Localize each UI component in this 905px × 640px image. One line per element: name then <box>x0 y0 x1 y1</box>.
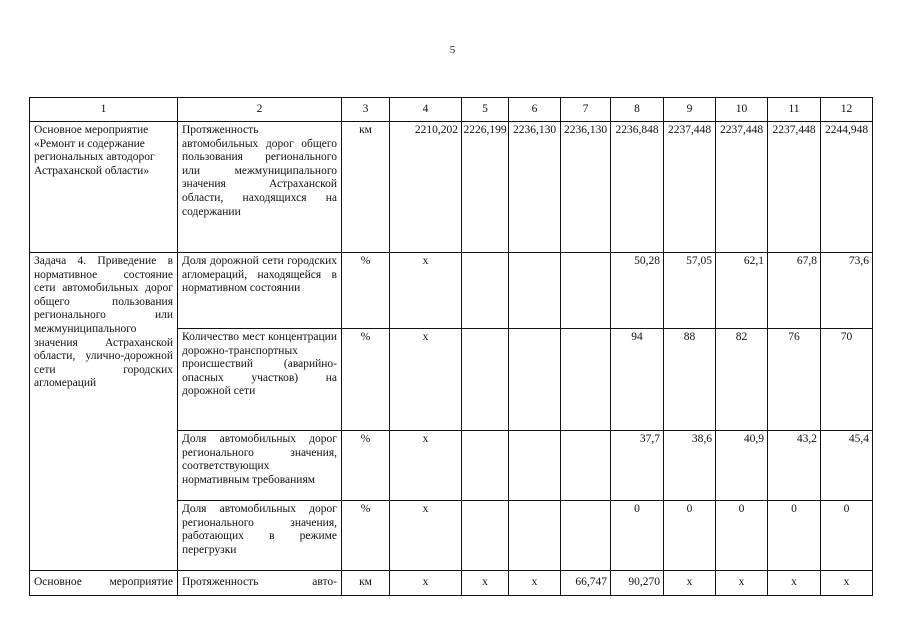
value-cell: 2244,948 <box>821 122 873 253</box>
column-number: 10 <box>716 98 768 122</box>
column-number: 11 <box>768 98 821 122</box>
column-number: 4 <box>390 98 462 122</box>
table-row <box>30 571 873 596</box>
unit-cell: % <box>342 329 390 431</box>
value-cell: х <box>390 253 462 329</box>
event-cell: Основное мероприятие «Ремонт и содержание региональных автодорог Астраханской области» <box>30 122 178 253</box>
unit-cell: % <box>342 501 390 571</box>
unit-cell: км <box>342 122 390 253</box>
value-cell: х <box>390 329 462 431</box>
value-cell <box>462 329 509 431</box>
value-cell: 2210,202 <box>390 122 462 253</box>
unit-cell: % <box>342 253 390 329</box>
column-number: 12 <box>821 98 873 122</box>
value-cell: 2236,848 <box>611 122 664 253</box>
value-cell: 94 <box>611 329 664 431</box>
value-cell: 0 <box>611 501 664 571</box>
column-number: 7 <box>561 98 611 122</box>
value-cell: х <box>664 571 716 596</box>
value-cell <box>509 431 561 501</box>
value-cell: 2236,130 <box>561 122 611 253</box>
value-cell <box>561 431 611 501</box>
column-number: 3 <box>342 98 390 122</box>
value-cell <box>509 329 561 431</box>
value-cell: 57,05 <box>664 253 716 329</box>
indicator-cell: Протяженность автомобильных дорог общего пользования регионального или межмуниципального значения Астраханской области, находящихся на содержании <box>178 122 342 253</box>
column-number: 8 <box>611 98 664 122</box>
table-row <box>30 253 873 329</box>
value-cell <box>462 253 509 329</box>
value-cell: 62,1 <box>716 253 768 329</box>
value-cell: 76 <box>768 329 821 431</box>
column-number: 2 <box>178 98 342 122</box>
value-cell: х <box>768 571 821 596</box>
indicators-table <box>29 97 873 596</box>
value-cell: 0 <box>821 501 873 571</box>
value-cell: 2226,199 <box>462 122 509 253</box>
indicator-cell: Доля автомобильных дорог регионального значения, работающих в режиме перегрузки <box>178 501 342 571</box>
column-number: 5 <box>462 98 509 122</box>
indicator-cell: Доля автомобильных дорог регионального значения, соответствующих нормативным требованиям <box>178 431 342 501</box>
value-cell: 2236,130 <box>509 122 561 253</box>
column-number: 6 <box>509 98 561 122</box>
value-cell: 37,7 <box>611 431 664 501</box>
value-cell: 70 <box>821 329 873 431</box>
page-number: 5 <box>449 44 456 56</box>
value-cell: 90,270 <box>611 571 664 596</box>
value-cell: 88 <box>664 329 716 431</box>
value-cell: х <box>462 571 509 596</box>
value-cell: х <box>509 571 561 596</box>
value-cell: х <box>390 431 462 501</box>
value-cell: 73,6 <box>821 253 873 329</box>
event-cell: Основное мероприятие <box>30 571 178 596</box>
value-cell: 66,747 <box>561 571 611 596</box>
value-cell: 50,28 <box>611 253 664 329</box>
column-number: 1 <box>30 98 178 122</box>
table-row <box>30 122 873 253</box>
value-cell <box>561 329 611 431</box>
unit-cell: км <box>342 571 390 596</box>
value-cell: 45,4 <box>821 431 873 501</box>
value-cell: 82 <box>716 329 768 431</box>
column-number-row <box>30 98 873 122</box>
value-cell: 0 <box>768 501 821 571</box>
value-cell: 38,6 <box>664 431 716 501</box>
indicator-cell: Протяженность авто- <box>178 571 342 596</box>
indicator-cell: Доля дорожной сети городских агломераций, находящейся в нормативном состоянии <box>178 253 342 329</box>
unit-cell: % <box>342 431 390 501</box>
value-cell <box>462 431 509 501</box>
value-cell <box>509 253 561 329</box>
value-cell: 0 <box>716 501 768 571</box>
value-cell: х <box>821 571 873 596</box>
value-cell: 40,9 <box>716 431 768 501</box>
value-cell: 2237,448 <box>664 122 716 253</box>
task-cell: Задача 4. Приведение в нормативное состояние сети автомобильных дорог общего пользования регионального или межмуниципального значения Астраханской области, улично-дорожной сети городских агломераций <box>30 253 178 571</box>
value-cell: 0 <box>664 501 716 571</box>
value-cell <box>462 501 509 571</box>
value-cell: 67,8 <box>768 253 821 329</box>
indicator-cell: Количество мест концентрации дорожно-транспортных происшествий (аварийно-опасных участков) на дорожной сети <box>178 329 342 431</box>
value-cell <box>509 501 561 571</box>
value-cell: х <box>390 571 462 596</box>
value-cell: 2237,448 <box>716 122 768 253</box>
value-cell: х <box>390 501 462 571</box>
value-cell <box>561 253 611 329</box>
column-number: 9 <box>664 98 716 122</box>
value-cell <box>561 501 611 571</box>
value-cell: х <box>716 571 768 596</box>
value-cell: 43,2 <box>768 431 821 501</box>
value-cell: 2237,448 <box>768 122 821 253</box>
